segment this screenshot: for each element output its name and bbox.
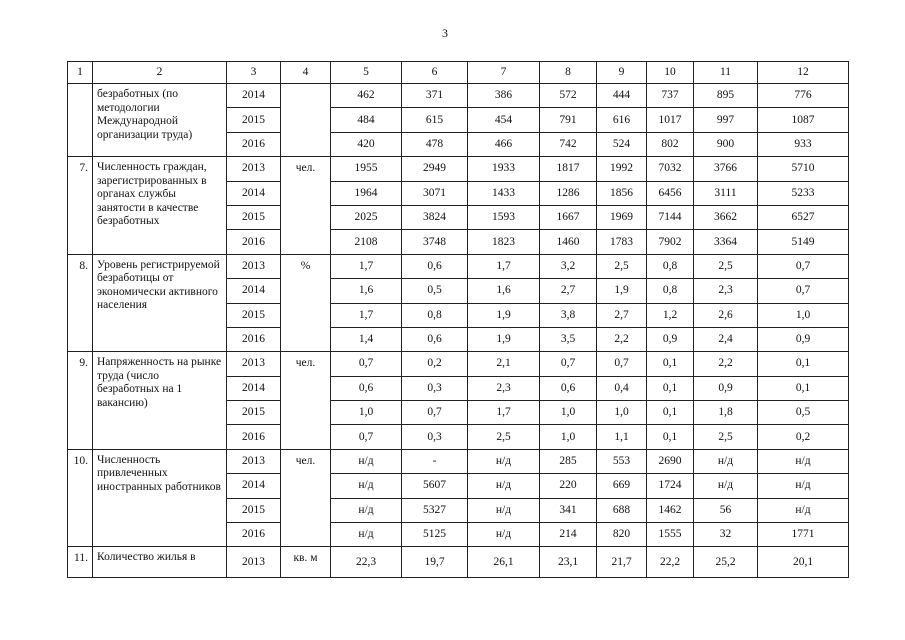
column-header-11: 11: [694, 62, 758, 84]
value-cell: 5149: [758, 230, 849, 254]
indicator-number: 9.: [68, 352, 93, 450]
indicator-name: Количество жилья в: [93, 547, 227, 577]
value-cell: 23,1: [540, 547, 597, 577]
value-cell: 22,3: [331, 547, 402, 577]
value-cell: 214: [540, 523, 597, 547]
indicator-name: безработных (по методологии Международной организации труда): [93, 84, 227, 157]
indicator-number: 11.: [68, 547, 93, 577]
year-cell: 2016: [227, 327, 281, 351]
value-cell: 742: [540, 132, 597, 156]
value-cell: 2,1: [468, 352, 540, 376]
indicator-name: Численность привлеченных иностранных работников: [93, 449, 227, 547]
column-header-10: 10: [647, 62, 694, 84]
value-cell: 5233: [758, 181, 849, 205]
value-cell: 1555: [647, 523, 694, 547]
value-cell: 3364: [694, 230, 758, 254]
value-cell: 1286: [540, 181, 597, 205]
value-cell: 669: [597, 474, 647, 498]
value-cell: 1,7: [331, 303, 402, 327]
value-cell: 1933: [468, 157, 540, 181]
year-cell: 2015: [227, 108, 281, 132]
value-cell: 0,6: [402, 327, 468, 351]
year-cell: 2013: [227, 254, 281, 278]
value-cell: 2,5: [694, 254, 758, 278]
value-cell: 6456: [647, 181, 694, 205]
value-cell: 2,5: [597, 254, 647, 278]
value-cell: 0,3: [402, 425, 468, 449]
value-cell: 484: [331, 108, 402, 132]
value-cell: 0,7: [331, 352, 402, 376]
column-header-5: 5: [331, 62, 402, 84]
value-cell: 0,1: [647, 401, 694, 425]
value-cell: 3,8: [540, 303, 597, 327]
value-cell: 1,7: [468, 254, 540, 278]
column-header-1: 1: [68, 62, 93, 84]
value-cell: н/д: [758, 449, 849, 473]
year-cell: 2014: [227, 474, 281, 498]
year-cell: 2013: [227, 352, 281, 376]
value-cell: 0,2: [758, 425, 849, 449]
value-cell: 2949: [402, 157, 468, 181]
value-cell: 3,2: [540, 254, 597, 278]
value-cell: -: [402, 449, 468, 473]
value-cell: 3766: [694, 157, 758, 181]
value-cell: 0,8: [647, 279, 694, 303]
value-cell: 895: [694, 84, 758, 108]
year-cell: 2016: [227, 230, 281, 254]
value-cell: 0,5: [758, 401, 849, 425]
indicator-number: 8.: [68, 254, 93, 352]
unit-cell: кв. м: [281, 547, 331, 577]
value-cell: 1817: [540, 157, 597, 181]
value-cell: 7032: [647, 157, 694, 181]
value-cell: н/д: [331, 523, 402, 547]
table-row: [68, 254, 849, 278]
value-cell: 220: [540, 474, 597, 498]
value-cell: 0,7: [758, 279, 849, 303]
value-cell: н/д: [468, 474, 540, 498]
value-cell: н/д: [468, 523, 540, 547]
value-cell: 478: [402, 132, 468, 156]
value-cell: 1,0: [540, 425, 597, 449]
year-cell: 2016: [227, 523, 281, 547]
value-cell: 0,7: [758, 254, 849, 278]
value-cell: 553: [597, 449, 647, 473]
value-cell: н/д: [331, 498, 402, 522]
value-cell: 0,1: [647, 352, 694, 376]
value-cell: 1,6: [331, 279, 402, 303]
value-cell: н/д: [758, 498, 849, 522]
page-number: 3: [442, 26, 448, 40]
value-cell: 1771: [758, 523, 849, 547]
value-cell: 7144: [647, 205, 694, 229]
year-cell: 2013: [227, 547, 281, 577]
value-cell: 0,3: [402, 376, 468, 400]
value-cell: 21,7: [597, 547, 647, 577]
value-cell: 3748: [402, 230, 468, 254]
year-cell: 2013: [227, 449, 281, 473]
value-cell: 2,5: [468, 425, 540, 449]
value-cell: 1593: [468, 205, 540, 229]
value-cell: 0,7: [597, 352, 647, 376]
value-cell: 1462: [647, 498, 694, 522]
value-cell: 1856: [597, 181, 647, 205]
table-row: [68, 157, 849, 181]
value-cell: 466: [468, 132, 540, 156]
value-cell: 32: [694, 523, 758, 547]
value-cell: 2,2: [597, 327, 647, 351]
year-cell: 2015: [227, 303, 281, 327]
value-cell: 1460: [540, 230, 597, 254]
value-cell: 2108: [331, 230, 402, 254]
value-cell: 371: [402, 84, 468, 108]
value-cell: 0,9: [758, 327, 849, 351]
value-cell: 1,0: [540, 401, 597, 425]
value-cell: 933: [758, 132, 849, 156]
value-cell: 5607: [402, 474, 468, 498]
value-cell: 1,4: [331, 327, 402, 351]
value-cell: 0,7: [540, 352, 597, 376]
value-cell: н/д: [331, 474, 402, 498]
value-cell: 820: [597, 523, 647, 547]
value-cell: 802: [647, 132, 694, 156]
value-cell: 1,9: [597, 279, 647, 303]
indicator-number: 10.: [68, 449, 93, 547]
value-cell: 25,2: [694, 547, 758, 577]
value-cell: 615: [402, 108, 468, 132]
year-cell: 2014: [227, 181, 281, 205]
value-cell: 1433: [468, 181, 540, 205]
column-header-7: 7: [468, 62, 540, 84]
value-cell: 20,1: [758, 547, 849, 577]
value-cell: 3824: [402, 205, 468, 229]
year-cell: 2016: [227, 132, 281, 156]
value-cell: 0,8: [402, 303, 468, 327]
value-cell: 462: [331, 84, 402, 108]
value-cell: 1,0: [758, 303, 849, 327]
value-cell: 1,7: [331, 254, 402, 278]
value-cell: 2,7: [597, 303, 647, 327]
value-cell: 0,8: [647, 254, 694, 278]
value-cell: 2,2: [694, 352, 758, 376]
year-cell: 2015: [227, 205, 281, 229]
value-cell: 0,1: [647, 376, 694, 400]
value-cell: 791: [540, 108, 597, 132]
value-cell: 0,1: [647, 425, 694, 449]
value-cell: 0,6: [402, 254, 468, 278]
value-cell: 1,0: [331, 401, 402, 425]
value-cell: 5125: [402, 523, 468, 547]
value-cell: 1,1: [597, 425, 647, 449]
column-header-6: 6: [402, 62, 468, 84]
value-cell: 3662: [694, 205, 758, 229]
value-cell: 0,1: [758, 352, 849, 376]
value-cell: 1992: [597, 157, 647, 181]
column-header-8: 8: [540, 62, 597, 84]
value-cell: 1,0: [597, 401, 647, 425]
indicator-number: [68, 84, 93, 157]
value-cell: 5327: [402, 498, 468, 522]
statistics-table: [67, 61, 849, 578]
table-row: [68, 547, 849, 577]
value-cell: 997: [694, 108, 758, 132]
value-cell: 26,1: [468, 547, 540, 577]
value-cell: 3,5: [540, 327, 597, 351]
indicator-name: Уровень регистрируемой безработицы от экономически активного населения: [93, 254, 227, 352]
value-cell: 285: [540, 449, 597, 473]
value-cell: 2,7: [540, 279, 597, 303]
value-cell: 0,9: [694, 376, 758, 400]
value-cell: 1,9: [468, 327, 540, 351]
unit-cell: чел.: [281, 157, 331, 255]
unit-cell: [281, 84, 331, 157]
value-cell: 524: [597, 132, 647, 156]
value-cell: 776: [758, 84, 849, 108]
value-cell: н/д: [758, 474, 849, 498]
year-cell: 2016: [227, 425, 281, 449]
value-cell: н/д: [694, 449, 758, 473]
value-cell: 1823: [468, 230, 540, 254]
column-header-2: 2: [93, 62, 227, 84]
value-cell: 2,3: [694, 279, 758, 303]
indicator-number: 7.: [68, 157, 93, 255]
column-header-4: 4: [281, 62, 331, 84]
value-cell: 1955: [331, 157, 402, 181]
value-cell: 1,9: [468, 303, 540, 327]
value-cell: 2,3: [468, 376, 540, 400]
value-cell: 1,8: [694, 401, 758, 425]
value-cell: 737: [647, 84, 694, 108]
value-cell: 688: [597, 498, 647, 522]
value-cell: 1969: [597, 205, 647, 229]
value-cell: н/д: [468, 449, 540, 473]
year-cell: 2014: [227, 279, 281, 303]
value-cell: 420: [331, 132, 402, 156]
value-cell: 1724: [647, 474, 694, 498]
value-cell: 5710: [758, 157, 849, 181]
value-cell: 6527: [758, 205, 849, 229]
value-cell: 1783: [597, 230, 647, 254]
value-cell: 2690: [647, 449, 694, 473]
value-cell: 1,2: [647, 303, 694, 327]
value-cell: 0,7: [331, 425, 402, 449]
value-cell: н/д: [694, 474, 758, 498]
table-body: [68, 62, 849, 578]
year-cell: 2015: [227, 498, 281, 522]
value-cell: 444: [597, 84, 647, 108]
value-cell: 22,2: [647, 547, 694, 577]
unit-cell: чел.: [281, 352, 331, 450]
value-cell: 3071: [402, 181, 468, 205]
value-cell: 0,6: [540, 376, 597, 400]
column-header-3: 3: [227, 62, 281, 84]
value-cell: 56: [694, 498, 758, 522]
value-cell: 0,5: [402, 279, 468, 303]
year-cell: 2013: [227, 157, 281, 181]
value-cell: 616: [597, 108, 647, 132]
value-cell: 0,2: [402, 352, 468, 376]
value-cell: 0,7: [402, 401, 468, 425]
value-cell: 454: [468, 108, 540, 132]
value-cell: 0,6: [331, 376, 402, 400]
indicator-name: Численность граждан, зарегистрированных в органах службы занятости в качестве безработных: [93, 157, 227, 255]
year-cell: 2014: [227, 376, 281, 400]
value-cell: н/д: [468, 498, 540, 522]
value-cell: 7902: [647, 230, 694, 254]
table-row: [68, 84, 849, 108]
value-cell: 2025: [331, 205, 402, 229]
value-cell: 0,9: [647, 327, 694, 351]
value-cell: 2,6: [694, 303, 758, 327]
value-cell: 0,4: [597, 376, 647, 400]
unit-cell: чел.: [281, 449, 331, 547]
value-cell: 1,6: [468, 279, 540, 303]
indicator-name: Напряженность на рынке труда (число безработных на 1 вакансию): [93, 352, 227, 450]
unit-cell: %: [281, 254, 331, 352]
table-row: [68, 449, 849, 473]
table-row: [68, 352, 849, 376]
value-cell: н/д: [331, 449, 402, 473]
value-cell: 341: [540, 498, 597, 522]
value-cell: 2,4: [694, 327, 758, 351]
value-cell: 572: [540, 84, 597, 108]
column-header-9: 9: [597, 62, 647, 84]
value-cell: 0,1: [758, 376, 849, 400]
value-cell: 2,5: [694, 425, 758, 449]
header-row: [68, 62, 849, 84]
value-cell: 19,7: [402, 547, 468, 577]
year-cell: 2015: [227, 401, 281, 425]
value-cell: 1017: [647, 108, 694, 132]
value-cell: 1,7: [468, 401, 540, 425]
value-cell: 3111: [694, 181, 758, 205]
value-cell: 1087: [758, 108, 849, 132]
value-cell: 386: [468, 84, 540, 108]
value-cell: 1964: [331, 181, 402, 205]
column-header-12: 12: [758, 62, 849, 84]
value-cell: 1667: [540, 205, 597, 229]
value-cell: 900: [694, 132, 758, 156]
year-cell: 2014: [227, 84, 281, 108]
